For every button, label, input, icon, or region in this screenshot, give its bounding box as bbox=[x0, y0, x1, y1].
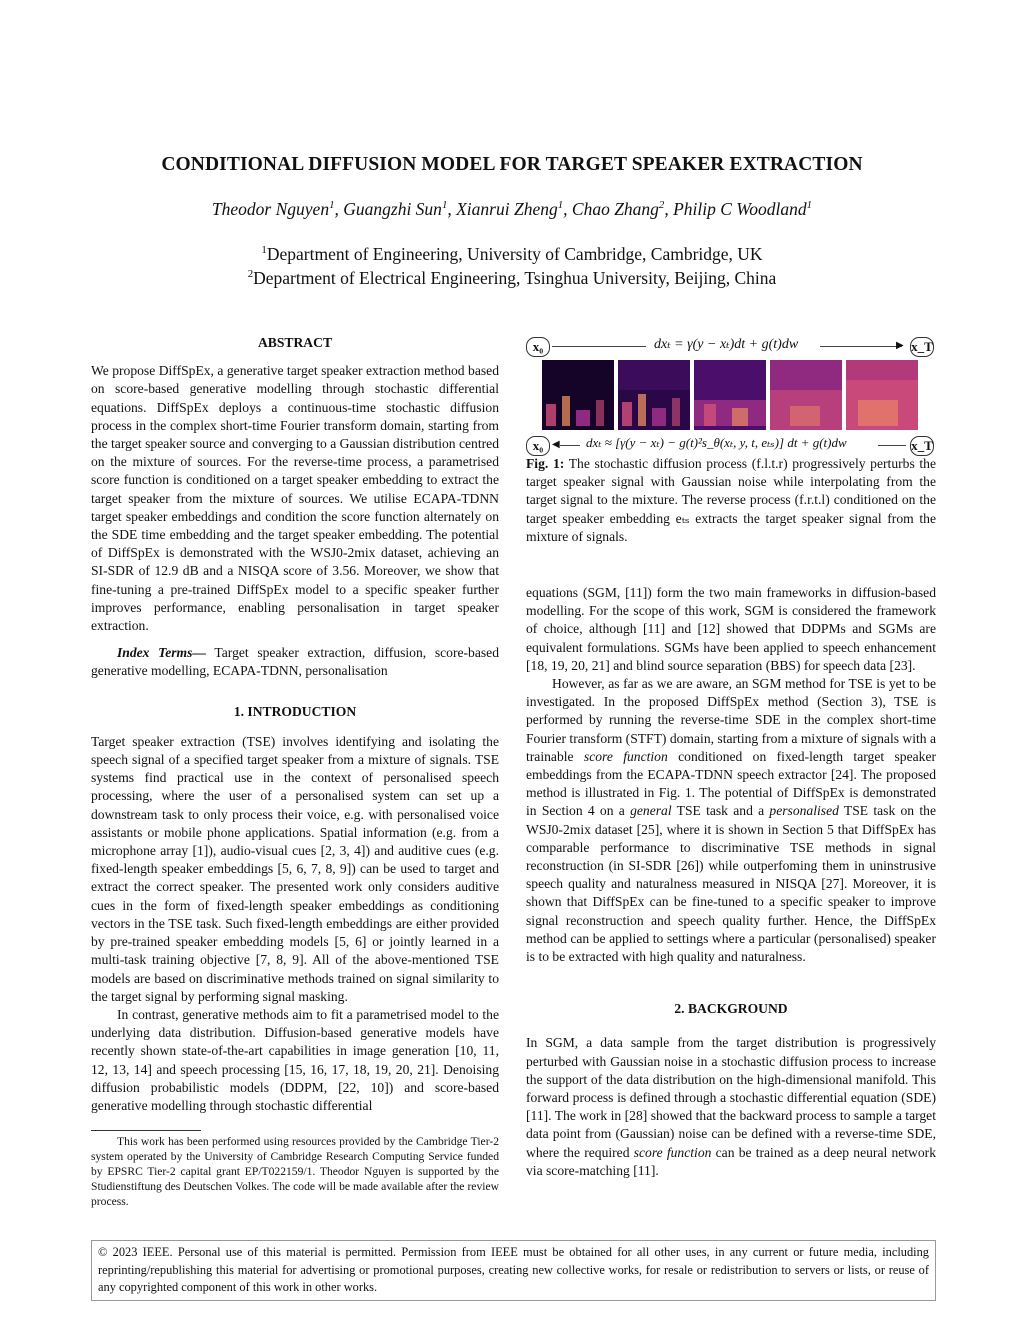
right-column bbox=[526, 584, 936, 1180]
author-name: Chao Zhang bbox=[571, 199, 659, 219]
intro-paragraph-4: However, as far as we are aware, an SGM method for TSE is yet to be investigated. In the proposed DiffSpEx method (Section 3), TSE is performed by running the reverse-time SDE in the complex short-time Fourier transform (STFT) domain, starting from a mixture of signals with a trainable score function conditioned on fixed-length target speaker embeddings from the ECAPA-TDNN speech extractor [24]. The proposed method is illustrated in Fig. 1. The potential of DiffSpEx is demonstrated in Section 4 on a general TSE task and a personalised TSE task on the WSJ0-2mix dataset [25], where it is shown in Section 5 that DiffSpEx has comparable performance to discriminative TSE methods in signal reconstruction (in SI-SDR [26]) while outperfoming them in uninstrusive speech quality and naturalness measured in NISQA [27]. Moreover, it is shown that DiffSpEx can be fine-tuned to a specific speaker to improve signal reconstruction and speech quality further. Hence, the DiffSpEx method can be applied to settings where a particular (personalised) speaker is to be extracted with high quality and naturalness. bbox=[526, 676, 937, 965]
author-affil-mark: 1 bbox=[557, 199, 564, 212]
copyright-notice: © 2023 IEEE. Personal use of this material is permitted. Permission from IEEE must be obtained for all other uses, in any current or future media, including reprinting/republishing this material for advertising or promotional purposes, creating new collective works, for resale or redistribution to servers or lists, or reuse of any copyrighted component of this work in other works. bbox=[91, 1240, 936, 1301]
spectrogram-mixture-svg bbox=[846, 360, 918, 430]
author-affil-mark: 1 bbox=[329, 199, 335, 212]
spectrogram-clean bbox=[542, 360, 614, 430]
affiliation-2: $^2$Department of Electrical Engineering, Tsinghua University, Beijing, China bbox=[247, 268, 777, 288]
spectrogram-clean-svg bbox=[542, 360, 614, 430]
author-list: Theodor Nguyen$^1$, Guangzhi Sun$^1$, Xianrui Zheng$^1$, Chao Zhang$^2$, Philip C Woodland$^1$ bbox=[211, 199, 813, 219]
spectrogram-high-noise bbox=[770, 360, 842, 430]
author-name: Theodor Nguyen bbox=[211, 199, 330, 219]
background-paragraph-1: In SGM, a data sample from the target distribution is progressively perturbed with Gaussian noise in a stochastic diffusion process to increase the support of the data distribution on the high-dimensional manifold. This forward process is defined through a stochastic differential equation (SDE) [11]. The work in [28] showed that the backward process to sample a target data point from (Gaussian) noise can be defined with a reverse-time SDE, where the required score function can be trained as a deep neural network via score-matching [11]. bbox=[526, 1035, 936, 1178]
intro-paragraph-3: equations (SGM, [11]) form the two main frameworks in diffusion-based modelling. For the scope of this work, SGM is considered the framework of choice, although [11] and [12] showed that DDPMs and SGMs are equivalent formulations. SGMs have been applied to speech enhancement [18, 19, 20, 21] and blind source separation (BBS) for speech data [23]. bbox=[526, 585, 936, 673]
arrowhead-right-icon: ▶ bbox=[896, 340, 904, 351]
spectrogram-high-noise-svg bbox=[770, 360, 842, 430]
figure-1 bbox=[526, 332, 936, 460]
reverse-sde-equation: dxₜ ≈ [γ(y − xₜ) − g(t)²s_θ(xₜ, y, t, eₜₛ)] dt + g(t)dw bbox=[586, 435, 847, 450]
author-name: Philip C Woodland bbox=[673, 199, 807, 219]
affiliation-1: $^1$Department of Engineering, University of Cambridge, Cambridge, UK bbox=[261, 244, 763, 264]
abstract-heading: ABSTRACT bbox=[257, 335, 333, 350]
forward-sde-equation: dxₜ = γ(y − xₜ)dt + g(t)dw bbox=[654, 337, 799, 352]
intro-paragraph-2: In contrast, generative methods aim to fit a parametrised model to the underlying data distribution. Diffusion-based generative models have recently shown state-of-the-art capabilities in image generation [10, 11, 12, 13, 14] and speech processing [15, 16, 17, 18, 19, 20, 21]. Denoising diffusion probabilistic models (DDPM, [22, 10]) and score-based generative modelling through stochastic differential bbox=[91, 1006, 499, 1113]
author-name: Xianrui Zheng bbox=[456, 199, 558, 219]
forward-arrow-line-right bbox=[820, 346, 902, 347]
node-xT-top: x_T bbox=[910, 337, 934, 357]
spectrogram-mid-noise bbox=[694, 360, 766, 430]
reverse-arrow-line-left bbox=[560, 445, 580, 446]
background-heading: 2. BACKGROUND bbox=[674, 1001, 788, 1017]
figure-1-caption: Fig. 1: The stochastic diffusion process (f.l.t.r) progressively perturbs the target speaker signal with Gaussian noise while interpolating from the target signal to the mixture. The reverse process (f.r.t.l) conditioned on the target speaker embedding eₜₛ extracts the target speaker signal from the mixture of signals. bbox=[526, 456, 937, 544]
author-affil-mark: 1 bbox=[441, 199, 448, 212]
footnote: This work has been performed using resources provided by the Cambridge Tier-2 system operated by the University of Cambridge Research Computing Service funded by EPSRC Tier-2 capital grant EP/T022159/1. Theodor Nguyen is supported by the Studienstiftung des Deutschen Volkes. The code will be made available after the review process. bbox=[91, 1135, 499, 1208]
introduction-heading: 1. INTRODUCTION bbox=[233, 703, 357, 719]
intro-paragraph-1: Target speaker extraction (TSE) involves identifying and isolating the speech signal of a specified target speaker from a mixture of signals. TSE systems find practical use in the context of personalised speech processing, where the user of a personalised system can set up a downstream task to only process their voice, e.g. with personalised voice assistants or mobile phone applications. Spatial information (e.g. from a microphone array [1]), audio-visual cues [2, 3, 4]) and auditive cues (e.g. fixed-length speaker embeddings [5, 6, 7, 8, 9]) can be used to target and extract the correct speaker. The presented work only considers auditive cues in the form of fixed-length speaker embeddings as conditioning vectors in the TSE task. Such fixed-length embeddings are either provided by pre-trained speaker embedding models [5, 6] or jointly learned in a multi-task training objective [7, 8, 9]. All of the above-mentioned TSE models are based on discriminative methods trained on signal similarity to the target signal by performing signal masking. bbox=[91, 733, 499, 1004]
index-terms-label: Index Terms— bbox=[117, 645, 206, 661]
abstract-text: We propose DiffSpEx, a generative target speaker extraction method based on score-based generative modelling through stochastic differential equations. DiffSpEx deploys a continuous-time stochastic diffusion process in the complex short-time Fourier transform domain, starting from the target speaker source and converging to a Gaussian distribution centred on the mixture of sources. For the reverse-time process, a parametrised score function is conditioned on a target speaker embedding to extract the target speaker from the mixture of sources. We utilise ECAPA-TDNN target speaker embeddings and condition the score function alternately on the SDE time embedding and the target speaker embedding. The potential of DiffSpEx is demonstrated with the WSJ0-2mix dataset, achieving an SI-SDR of 12.9 dB and a NISQA score of 3.56. Moreover, we show that fine-tuning a pre-trained DiffSpEx model to a specific speaker further improves performance, enabling personalisation in target speaker extraction. bbox=[91, 363, 499, 634]
forward-arrow-line-left bbox=[552, 346, 646, 347]
author-affil-mark: 1 bbox=[806, 199, 813, 212]
spectrogram-mixture bbox=[846, 360, 918, 430]
footnote-rule bbox=[91, 1130, 201, 1131]
left-column bbox=[91, 334, 499, 1115]
node-xT-bottom: x_T bbox=[910, 436, 934, 456]
node-x0-bottom: x₀ bbox=[526, 436, 550, 456]
paper-title: CONDITIONAL DIFFUSION MODEL FOR TARGET SPEAKER EXTRACTION bbox=[161, 154, 863, 175]
spectrogram-low-noise-svg bbox=[618, 360, 690, 430]
spectrogram-low-noise bbox=[618, 360, 690, 430]
arrowhead-left-icon: ◀ bbox=[552, 439, 560, 450]
index-terms: Index Terms— Target speaker extraction, diffusion, score-based generative modelling, ECAPA-TDNN, personalisation bbox=[91, 645, 499, 679]
node-x0-top: x₀ bbox=[526, 337, 550, 357]
caption-label: Fig. 1: bbox=[526, 456, 565, 471]
author-affil-mark: 2 bbox=[658, 199, 665, 212]
spectrogram-mid-noise-svg bbox=[694, 360, 766, 430]
author-name: Guangzhi Sun bbox=[343, 199, 442, 219]
reverse-arrow-line-right bbox=[878, 445, 906, 446]
